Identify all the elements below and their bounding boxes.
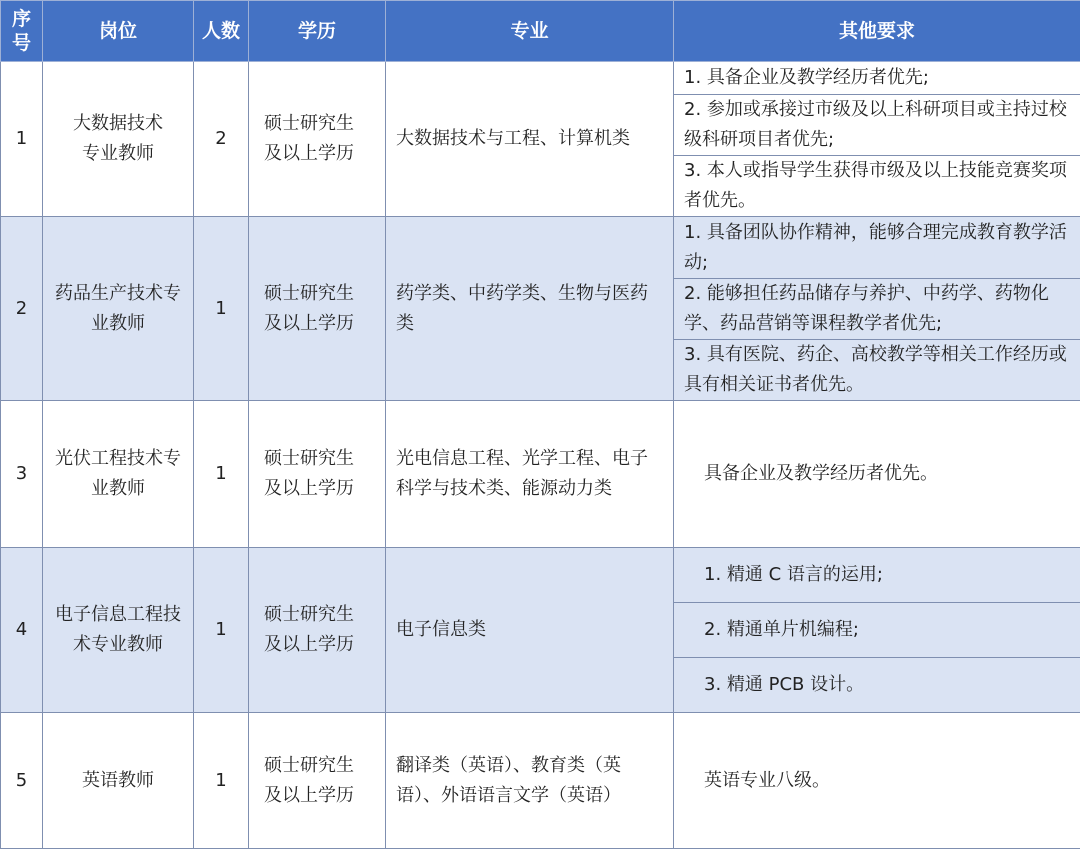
cell-position: 电子信息工程技术专业教师 [43, 548, 194, 713]
requirement-item: 2. 参加或承接过市级及以上科研项目或主持过校级科研项目者优先; [674, 95, 1080, 156]
requirement-item: 1. 精通 C 语言的运用; [674, 548, 1080, 603]
cell-requirements [674, 713, 1080, 849]
cell-index: 3 [1, 401, 43, 548]
header-count: 人数 [194, 1, 249, 62]
cell-major: 药学类、中药学类、生物与医药类 [386, 217, 674, 401]
requirement-item: 3. 本人或指导学生获得市级及以上技能竞赛奖项者优先。 [684, 160, 1067, 211]
requirement-item: 1. 具备团队协作精神，能够合理完成教育教学活动; [674, 218, 1080, 279]
requirement-item: 3. 精通 PCB 设计。 [704, 674, 865, 695]
cell-major: 翻译类（英语）、教育类（英语）、外语语言文学（英语） [386, 713, 674, 849]
table-row [1, 217, 1080, 401]
cell-position: 大数据技术专业教师 [43, 62, 194, 217]
requirement-item: 2. 精通单片机编程; [674, 603, 1080, 658]
table-row [1, 548, 1080, 713]
cell-index: 4 [1, 548, 43, 713]
cell-requirements [674, 62, 1080, 217]
requirement-item: 具备企业及教学经历者优先。 [704, 463, 938, 484]
cell-index: 5 [1, 713, 43, 849]
cell-education: 硕士研究生及以上学历 [249, 713, 386, 849]
requirement-item: 英语专业八级。 [704, 769, 830, 791]
cell-position: 英语教师 [43, 713, 194, 849]
table-row [1, 62, 1080, 217]
cell-requirements [674, 548, 1080, 713]
cell-education: 硕士研究生及以上学历 [249, 401, 386, 548]
cell-education: 硕士研究生及以上学历 [249, 217, 386, 401]
table-row [1, 713, 1080, 849]
cell-index: 2 [1, 217, 43, 401]
requirement-item: 1. 具备企业及教学经历者优先; [674, 62, 1080, 95]
cell-education: 硕士研究生及以上学历 [249, 548, 386, 713]
cell-count: 1 [194, 217, 249, 401]
requirement-item: 3. 具有医院、药企、高校教学等相关工作经历或具有相关证书者优先。 [684, 343, 1067, 395]
header-major: 专业 [386, 1, 674, 62]
cell-index: 1 [1, 62, 43, 217]
header-row [1, 1, 1080, 62]
header-education: 学历 [249, 1, 386, 62]
table-row [1, 401, 1080, 548]
header-requirements: 其他要求 [674, 1, 1080, 62]
cell-position: 药品生产技术专业教师 [43, 217, 194, 401]
cell-count: 1 [194, 548, 249, 713]
cell-count: 2 [194, 62, 249, 217]
cell-requirements [674, 401, 1080, 548]
cell-count: 1 [194, 713, 249, 849]
cell-position: 光伏工程技术专业教师 [43, 401, 194, 548]
cell-major: 光电信息工程、光学工程、电子科学与技术类、能源动力类 [386, 401, 674, 548]
cell-education: 硕士研究生及以上学历 [249, 62, 386, 217]
header-index: 序号 [1, 1, 43, 62]
cell-requirements [674, 217, 1080, 401]
cell-major: 电子信息类 [386, 548, 674, 713]
cell-count: 1 [194, 401, 249, 548]
cell-major: 大数据技术与工程、计算机类 [386, 62, 674, 217]
requirement-item: 2. 能够担任药品储存与养护、中药学、药物化学、药品营销等课程教学者优先; [674, 279, 1080, 340]
header-position: 岗位 [43, 1, 194, 62]
